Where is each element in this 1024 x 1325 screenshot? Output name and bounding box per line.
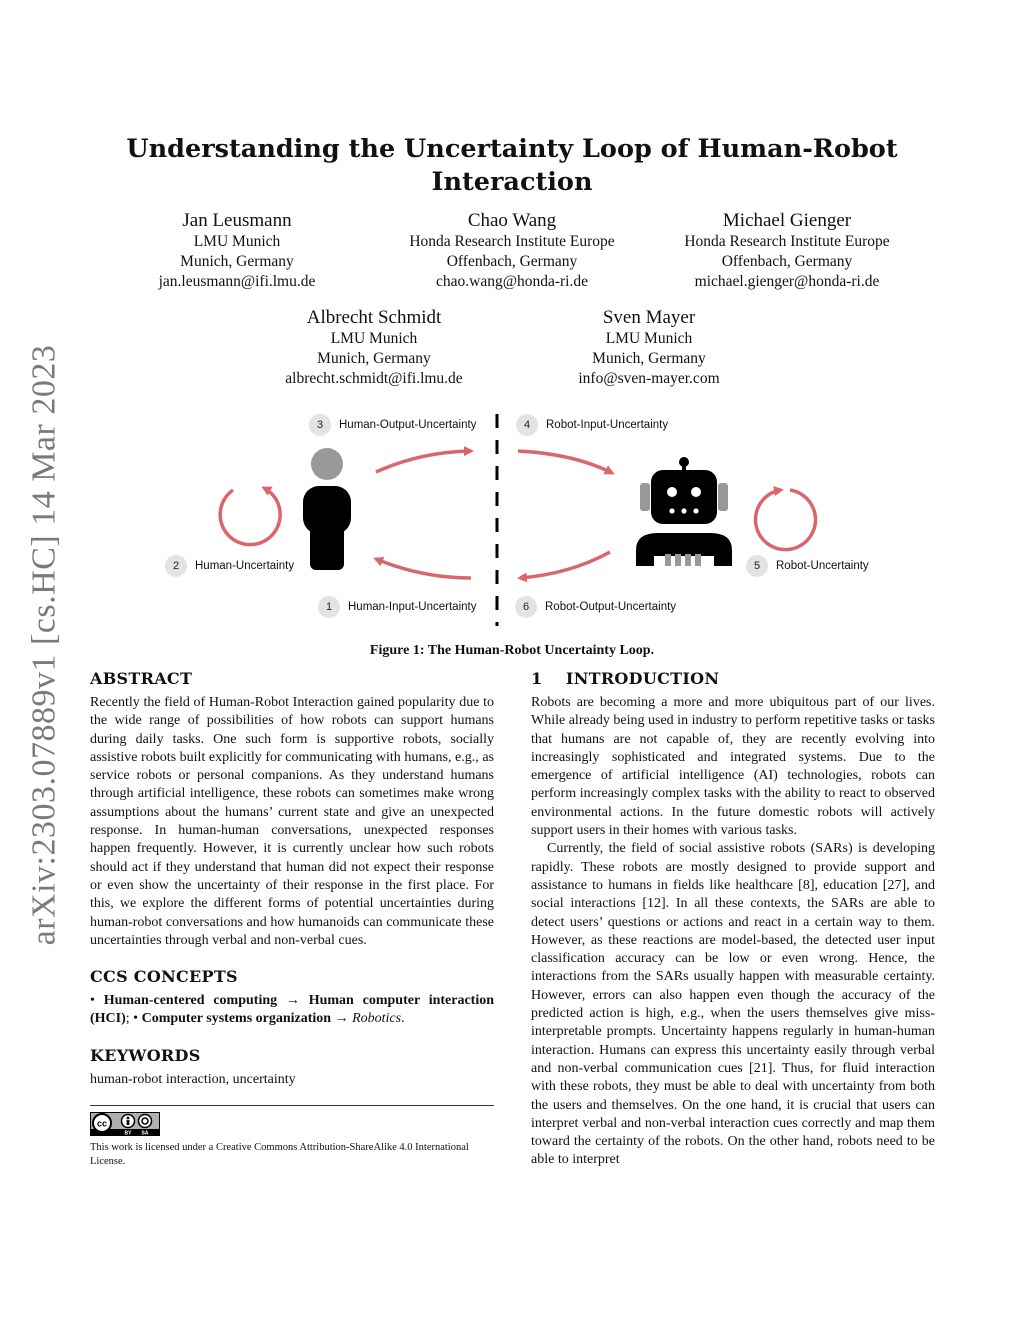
arrow-human-output (376, 451, 471, 472)
abstract-text: Recently the field of Human-Robot Interaction gained popularity due to the wide range of possibilities of how robots can support humans during daily tasks. One such form is supportive robots, socially assistive robots built explicitly for communicating with humans, e.g., as service robots or personal companions. As they understand humans through artificial intelligence, these robots can sometimes make wrong assumptions about the humans’ current state and give an unexpected response. In human-human conversations, unexpected responses happen frequently. However, it is currently unclear how such robots should act if they understand that human did not expect their response or even show the uncertainty of their response in the first place. For this, we explore the different forms of potential uncertainties during human-robot conversations and how humanoids can communicate these uncertainties through verbal and non-verbal cues. (90, 695, 494, 948)
label-number: 1 (318, 596, 340, 618)
cc-by-sa-logo (90, 1112, 160, 1136)
arrow-robot-input (518, 451, 612, 473)
author-email[interactable]: michael.gienger@honda-ri.de (694, 273, 880, 290)
ccs-item2: Computer systems organization (141, 1011, 332, 1027)
cc-sa-text: SA (141, 1130, 149, 1137)
author-block (377, 210, 647, 292)
label-text: Human-Output-Uncertainty (339, 419, 477, 431)
keywords-heading: KEYWORDS (90, 1045, 201, 1065)
ccs-end: . (401, 1011, 405, 1027)
author-location: Munich, Germany (180, 253, 294, 270)
robot-self-loop (756, 490, 816, 550)
robot-icon (636, 457, 732, 566)
paper-title: Understanding the Uncertainty Loop of Human-Robot Interaction (126, 134, 898, 197)
author-location: Offenbach, Germany (446, 253, 578, 270)
ccs-heading: CCS CONCEPTS (90, 967, 238, 987)
author-name: Jan Leusmann (182, 210, 292, 231)
ccs-item2b: Robotics (352, 1011, 402, 1027)
label-text: Human-Input-Uncertainty (348, 601, 477, 613)
arxiv-stamp-text: arXiv:2303.07889v1 [cs.HC] 14 Mar 2023 (25, 344, 63, 946)
arrow-robot-output (520, 552, 610, 578)
author-location: Offenbach, Germany (721, 253, 853, 270)
author-name: Michael Gienger (722, 210, 852, 231)
author-affiliation: LMU Munich (330, 330, 418, 347)
introduction-paragraph: Currently, the field of social assistive robots (SARs) is developing rapidly. These robots are mostly designed to provide support and assistance to humans in fields like healthcare [8], education [27], and social interactions [12]. In all these contexts, the SARs are able to detect users’ questions or actions and react in a certain way to them. However, as these reactions are model-based, the detected user input classification accuracy can be low or even wrong. Hence, the interactions from the SARs usually happen with measurable certainty. However, errors can also happen even though the accuracy of the predicted action is high, e.g., when the users themselves give miss-interpretable prompts. Uncertainty happens regularly in human-human interaction. Humans can express this uncertainty easily through verbal and non-verbal communication cues [21]. Thus, for fluid interaction with these robots, they must be able to deal with uncertainty from both the users and themselves. On the one hand, it is crucial that users can interpret verbal and non-verbal interaction cues correctly and map them toward the certainty of the robots. On the other hand, robots need to be able to interpret (531, 841, 935, 1168)
label-robot-output-uncertainty (515, 596, 676, 618)
label-text: Robot-Input-Uncertainty (546, 419, 669, 431)
ccs-arrow: → (285, 993, 300, 1009)
label-text: Human-Uncertainty (195, 560, 295, 572)
label-text: Robot-Uncertainty (776, 560, 869, 572)
ccs-arrow: → (334, 1011, 349, 1027)
figure-caption: Figure 1: The Human-Robot Uncertainty Loop. (369, 643, 655, 658)
ccs-item1: Human-centered computing (103, 993, 278, 1009)
uncertainty-loop-figure (150, 408, 890, 630)
footnote-rule (90, 1105, 494, 1106)
label-number: 4 (516, 414, 538, 436)
label-number: 2 (165, 555, 187, 577)
left-column (90, 668, 494, 1168)
right-column (531, 668, 935, 1170)
ccs-item1b: Human computer interaction (HCI) (90, 993, 495, 1027)
ccs-concepts (90, 992, 494, 1029)
author-location: Munich, Germany (317, 350, 431, 367)
author-block (514, 307, 784, 389)
label-text: Robot-Output-Uncertainty (545, 601, 677, 613)
author-affiliation: Honda Research Institute Europe (409, 233, 615, 250)
author-name: Albrecht Schmidt (306, 307, 442, 328)
label-number: 6 (515, 596, 537, 618)
ccs-sep: ; (125, 1011, 130, 1027)
arrow-human-input (376, 559, 471, 578)
label-robot-input-uncertainty (516, 414, 668, 436)
label-robot-uncertainty (746, 555, 869, 577)
author-email[interactable]: albrecht.schmidt@ifi.lmu.de (285, 370, 463, 387)
author-affiliation: LMU Munich (193, 233, 281, 250)
abstract-heading: ABSTRACT (90, 669, 193, 688)
label-human-output-uncertainty (309, 414, 476, 436)
author-name: Sven Mayer (602, 307, 696, 328)
cc-by-text: BY (124, 1130, 132, 1137)
author-location: Munich, Germany (592, 350, 706, 367)
label-number: 5 (746, 555, 768, 577)
arxiv-stamp (8, 345, 80, 945)
label-human-uncertainty (165, 555, 294, 577)
author-affiliation: LMU Munich (605, 330, 693, 347)
label-human-input-uncertainty (318, 596, 476, 618)
author-block (102, 210, 372, 292)
author-block (652, 210, 922, 292)
author-affiliation: Honda Research Institute Europe (684, 233, 890, 250)
introduction-heading: 1 INTRODUCTION (531, 669, 720, 688)
svg-text:cc: cc (96, 1118, 108, 1129)
author-email[interactable]: jan.leusmann@ifi.lmu.de (158, 273, 316, 290)
ccs-bullet: • (133, 1011, 139, 1027)
ccs-bullet: • (90, 993, 95, 1009)
license-text: This work is licensed under a Creative Commons Attribution-ShareAlike 4.0 International License. (90, 1142, 469, 1167)
author-email[interactable]: info@sven-mayer.com (578, 370, 720, 387)
keywords-text: human-robot interaction, uncertainty (90, 1071, 296, 1087)
introduction-paragraph: Robots are becoming a more and more ubiquitous part of our lives. While already being used in industry to perform repetitive tasks or tasks that humans are not capable of, they are recently evolving into increasingly sophisticated and integrated systems. Due to the emergence of artificial intelligence (AI) technologies, robots can perform increasingly complex tasks with the ability to react to observed environmental actions. In the future domestic robots will actively support users in their homes with various tasks. (531, 695, 935, 839)
human-self-loop (220, 488, 280, 545)
human-icon (303, 448, 351, 570)
author-name: Chao Wang (467, 210, 557, 231)
author-email[interactable]: chao.wang@honda-ri.de (436, 273, 588, 290)
author-block (239, 307, 509, 389)
label-number: 3 (309, 414, 331, 436)
